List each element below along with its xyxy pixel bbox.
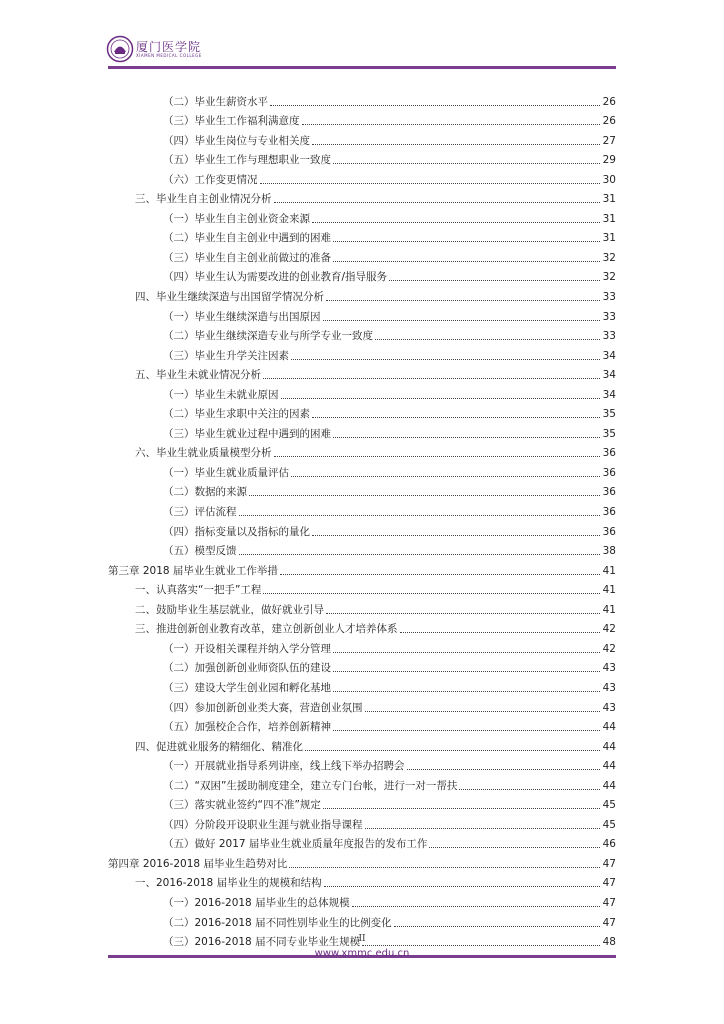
toc-leader-dots: [302, 123, 601, 125]
toc-entry[interactable]: [108, 479, 616, 499]
toc-entry-title: （一）2016-2018 届毕业生的总体规模: [163, 896, 350, 909]
toc-entry[interactable]: [108, 342, 616, 362]
toc-leader-dots: [270, 104, 600, 106]
toc-entry[interactable]: [108, 108, 616, 128]
toc-entry-page: 32: [602, 271, 616, 284]
toc-entry-title: （四）毕业生认为需要改进的创业教育/指导服务: [163, 271, 388, 284]
toc-entry-page: 44: [602, 740, 616, 753]
toc-entry-page: 26: [602, 95, 616, 108]
toc-entry-page: 47: [602, 916, 616, 929]
toc-entry[interactable]: [108, 498, 616, 518]
toc-entry-title: （四）指标变量以及指标的量化: [163, 525, 310, 538]
toc-entry-page: 42: [602, 642, 616, 655]
toc-leader-dots: [263, 592, 600, 594]
toc-entry-page: 44: [602, 721, 616, 734]
toc-entry-title: 第四章 2016-2018 届毕业生趋势对比: [108, 857, 288, 870]
toc-entry[interactable]: [108, 166, 616, 186]
toc-leader-dots: [352, 905, 600, 907]
toc-leader-dots: [333, 436, 600, 438]
toc-entry-page: 36: [602, 525, 616, 538]
toc-entry-page: 44: [602, 779, 616, 792]
toc-leader-dots: [249, 494, 600, 496]
toc-entry-page: 31: [602, 212, 616, 225]
toc-entry[interactable]: [108, 909, 616, 929]
toc-entry-title: （五）毕业生工作与理想职业一致度: [163, 154, 331, 167]
toc-entry[interactable]: [108, 811, 616, 831]
page-header: [106, 30, 618, 70]
toc-entry-title: （四）参加创新创业类大赛，营造创业氛围: [163, 701, 363, 714]
toc-leader-dots: [323, 319, 601, 321]
toc-entry-page: 45: [602, 799, 616, 812]
toc-entry-page: 36: [602, 506, 616, 519]
toc-leader-dots: [333, 651, 600, 653]
toc-entry[interactable]: [108, 772, 616, 792]
header-divider: [108, 66, 616, 69]
toc-leader-dots: [260, 182, 601, 184]
toc-entry-title: （三）毕业生工作福利满意度: [163, 115, 300, 128]
toc-entry[interactable]: [108, 616, 616, 636]
toc-entry[interactable]: [108, 362, 616, 382]
toc-leader-dots: [323, 807, 600, 809]
page-number: II: [358, 934, 366, 944]
toc-entry[interactable]: [108, 283, 616, 303]
toc-entry-page: 34: [602, 369, 616, 382]
toc-entry-title: 四、毕业生继续深造与出国留学情况分析: [135, 291, 324, 304]
toc-entry-title: （一）毕业生未就业原因: [163, 388, 279, 401]
toc-entry-title: 一、认真落实“一把手”工程: [135, 584, 262, 597]
toc-entry-title: 第三章 2018 届毕业生就业工作举措: [108, 564, 278, 577]
toc-entry-title: （五）模型反馈: [163, 545, 237, 558]
college-name-en: XIAMEN MEDICAL COLLEGE: [136, 53, 202, 58]
toc-leader-dots: [312, 534, 600, 536]
toc-entry-page: 44: [602, 760, 616, 773]
toc-leader-dots: [305, 749, 600, 751]
toc-entry-page: 29: [602, 154, 616, 167]
toc-leader-dots: [289, 866, 600, 868]
toc-entry-page: 38: [602, 545, 616, 558]
toc-entry[interactable]: [108, 244, 616, 264]
toc-entry-page: 41: [602, 603, 616, 616]
toc-entry[interactable]: [108, 850, 616, 870]
toc-entry[interactable]: [108, 870, 616, 890]
toc-entry[interactable]: [108, 88, 616, 108]
toc-entry[interactable]: [108, 714, 616, 734]
toc-entry-title: 四、促进就业服务的精细化、精准化: [135, 740, 303, 753]
toc-leader-dots: [274, 201, 601, 203]
toc-entry[interactable]: [108, 186, 616, 206]
toc-leader-dots: [291, 475, 600, 477]
toc-entry-page: 31: [602, 232, 616, 245]
toc-entry-page: 43: [602, 681, 616, 694]
toc-leader-dots: [274, 455, 601, 457]
toc-leader-dots: [362, 944, 600, 946]
toc-leader-dots: [239, 553, 601, 555]
toc-entry-title: （四）分阶段开设职业生涯与就业指导课程: [163, 818, 363, 831]
toc-entry-page: 46: [602, 838, 616, 851]
toc-leader-dots: [394, 925, 600, 927]
toc-entry-title: （六）工作变更情况: [163, 173, 258, 186]
toc-entry-page: 47: [602, 896, 616, 909]
toc-entry[interactable]: [108, 323, 616, 343]
toc-leader-dots: [407, 768, 601, 770]
toc-entry-page: 26: [602, 115, 616, 128]
toc-entry-page: 27: [602, 134, 616, 147]
toc-entry-title: （二）加强创新创业师资队伍的建设: [163, 662, 331, 675]
toc-entry-title: （二）毕业生继续深造专业与所学专业一致度: [163, 330, 373, 343]
toc-entry-title: （一）毕业生自主创业资金来源: [163, 212, 310, 225]
toc-entry-page: 35: [602, 408, 616, 421]
toc-leader-dots: [333, 670, 600, 672]
toc-leader-dots: [324, 885, 600, 887]
toc-entry-page: 33: [602, 291, 616, 304]
toc-entry-page: 48: [602, 936, 616, 949]
toc-entry-title: （一）毕业生就业质量评估: [163, 466, 289, 479]
toc-entry-title: （一）毕业生继续深造与出国原因: [163, 310, 321, 323]
toc-entry[interactable]: [108, 381, 616, 401]
toc-entry[interactable]: [108, 440, 616, 460]
toc-entry-title: （三）评估流程: [163, 506, 237, 519]
toc-entry-title: （一）开展就业指导系列讲座，线上线下举办招聘会: [163, 760, 405, 773]
toc-entry-page: 34: [602, 388, 616, 401]
college-emblem-icon: [106, 35, 134, 63]
toc-entry[interactable]: [108, 831, 616, 851]
toc-entry-page: 41: [602, 564, 616, 577]
toc-entry-title: 三、毕业生自主创业情况分析: [135, 193, 272, 206]
toc-leader-dots: [326, 299, 600, 301]
toc-entry-title: 一、2016-2018 届毕业生的规模和结构: [135, 877, 322, 890]
toc-leader-dots: [312, 221, 600, 223]
toc-entry[interactable]: [108, 518, 616, 538]
toc-entry-title: （三）2016-2018 届不同专业毕业生规模: [163, 936, 361, 949]
toc-entry-title: （一）开设相关课程并纳入学分管理: [163, 642, 331, 655]
toc-entry-page: 43: [602, 662, 616, 675]
toc-leader-dots: [326, 612, 600, 614]
toc-entry[interactable]: [108, 635, 616, 655]
toc-entry-page: 34: [602, 349, 616, 362]
toc-entry-title: （三）毕业生就业过程中遇到的困难: [163, 427, 331, 440]
toc-entry[interactable]: [108, 577, 616, 597]
toc-entry[interactable]: [108, 459, 616, 479]
toc-entry[interactable]: [108, 655, 616, 675]
toc-entry-page: 41: [602, 584, 616, 597]
toc-leader-dots: [400, 631, 601, 633]
toc-entry[interactable]: [108, 674, 616, 694]
toc-leader-dots: [333, 260, 600, 262]
toc-leader-dots: [333, 690, 600, 692]
toc-entry[interactable]: [108, 264, 616, 284]
toc-entry-title: （二）毕业生自主创业中遇到的困难: [163, 232, 331, 245]
toc-entry-title: （二）“双困”生援助制度建全，建立专门台帐，进行一对一帮扶: [163, 779, 458, 792]
toc-entry-page: 33: [602, 310, 616, 323]
toc-entry[interactable]: [108, 753, 616, 773]
toc-leader-dots: [429, 846, 600, 848]
toc-entry-page: 36: [602, 447, 616, 460]
toc-entry[interactable]: [108, 401, 616, 421]
college-name: 厦门医学院: [136, 40, 202, 54]
toc-leader-dots: [239, 514, 601, 516]
toc-entry-page: 36: [602, 466, 616, 479]
toc-entry[interactable]: [108, 303, 616, 323]
toc-entry-title: （五）做好 2017 届毕业生就业质量年度报告的发布工作: [163, 838, 428, 851]
toc-entry-page: 31: [602, 193, 616, 206]
toc-leader-dots: [375, 338, 600, 340]
toc-entry-title: （三）毕业生自主创业前做过的准备: [163, 251, 331, 264]
toc-entry[interactable]: [108, 127, 616, 147]
toc-leader-dots: [312, 416, 600, 418]
toc-entry-title: （二）2016-2018 届不同性别毕业生的比例变化: [163, 916, 392, 929]
toc-entry[interactable]: [108, 538, 616, 558]
toc-leader-dots: [291, 358, 600, 360]
toc-entry-title: （二）毕业生薪资水平: [163, 95, 268, 108]
toc-entry-page: 42: [602, 623, 616, 636]
toc-entry-title: （三）建设大学生创业园和孵化基地: [163, 681, 331, 694]
toc-entry-title: 五、毕业生未就业情况分析: [135, 369, 261, 382]
toc-leader-dots: [389, 279, 600, 281]
table-of-contents: [108, 88, 616, 948]
toc-entry-title: （四）毕业生岗位与专业相关度: [163, 134, 310, 147]
toc-entry-page: 47: [602, 857, 616, 870]
toc-entry-title: 六、毕业生就业质量模型分析: [135, 447, 272, 460]
toc-entry-page: 45: [602, 818, 616, 831]
toc-entry-title: （三）落实就业签约“四不准”规定: [163, 799, 321, 812]
toc-leader-dots: [333, 729, 600, 731]
toc-leader-dots: [280, 573, 600, 575]
toc-leader-dots: [459, 788, 600, 790]
footer-url-link[interactable]: www.xmmc.edu.cn: [314, 948, 410, 959]
toc-entry-page: 36: [602, 486, 616, 499]
toc-leader-dots: [281, 397, 601, 399]
toc-entry-title: 三、推进创新创业教育改革，建立创新创业人才培养体系: [135, 623, 398, 636]
toc-leader-dots: [263, 377, 600, 379]
toc-entry[interactable]: [108, 733, 616, 753]
toc-entry-page: 43: [602, 701, 616, 714]
toc-entry-page: 47: [602, 877, 616, 890]
toc-entry[interactable]: [108, 225, 616, 245]
toc-entry[interactable]: [108, 694, 616, 714]
toc-entry[interactable]: [108, 596, 616, 616]
toc-entry-page: 35: [602, 427, 616, 440]
toc-entry-title: （二）数据的来源: [163, 486, 247, 499]
toc-entry[interactable]: [108, 420, 616, 440]
toc-entry[interactable]: [108, 557, 616, 577]
toc-entry[interactable]: [108, 205, 616, 225]
toc-entry-title: （三）毕业生升学关注因素: [163, 349, 289, 362]
toc-leader-dots: [365, 827, 601, 829]
toc-leader-dots: [365, 710, 601, 712]
toc-entry[interactable]: [108, 792, 616, 812]
toc-entry-page: 30: [602, 173, 616, 186]
toc-entry-title: 二、鼓励毕业生基层就业，做好就业引导: [135, 603, 324, 616]
toc-entry[interactable]: [108, 147, 616, 167]
toc-entry-title: （五）加强校企合作，培养创新精神: [163, 721, 331, 734]
toc-leader-dots: [333, 162, 600, 164]
toc-entry-page: 32: [602, 251, 616, 264]
toc-entry[interactable]: [108, 889, 616, 909]
toc-leader-dots: [312, 143, 600, 145]
toc-entry-title: （二）毕业生求职中关注的因素: [163, 408, 310, 421]
toc-entry-page: 33: [602, 330, 616, 343]
toc-leader-dots: [333, 240, 600, 242]
